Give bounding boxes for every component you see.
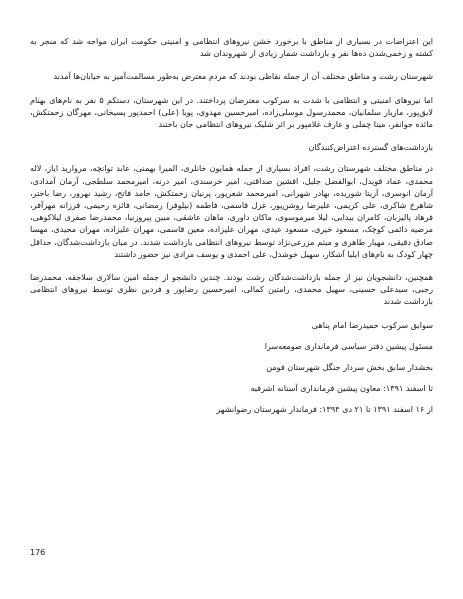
record-item: تا اسفند ۱۳۹۱: معاون پیشین فرمانداری آستانه اشرفیه bbox=[250, 383, 433, 394]
students-paragraph: همچنین، دانشجویان نیز از جمله بازداشت‌شدگان رشت بودند. چندین دانشجو از جمله امین سالاری سلاجقه، محمدرضا رجبی، سیدعلی حسینی، سهیل محمدی، رامتین کمالی، امیرحسین رضاپور و فردین نظری توسط نیروهای انتظامی بازداشت شدند bbox=[30, 272, 433, 307]
page-number: 176 bbox=[30, 548, 46, 557]
record-item: مسئول پیشین دفتر سیاسی فرمانداری صومعه‌سرا bbox=[264, 340, 433, 351]
rasht-paragraph: شهرستان رشت و مناطق مختلف آن از جمله نقاطی بودند که مردم معترض به‌طور مسالمت‌آمیز به خیابان‌ها آمدند bbox=[53, 71, 433, 82]
document-body bbox=[30, 35, 433, 425]
record-item: بخشدار سابق بخش سردار جنگل شهرستان فومن bbox=[266, 362, 433, 373]
section-heading: بازداشت‌های گسترده اعتراض‌کنندگان bbox=[308, 142, 433, 153]
casualties-paragraph: اما نیروهای امنیتی و انتظامی با شدت به سرکوب معترضان پرداختند. در این شهرستان، دستکم ۵ نفر به نام‌های بهنام لایق‌پور، مازیار سلمانیان، محمدرسول موسلی‌زاده، امیرحسین مهدوی، پویا (علی) احمدپور پسیخانی، مهرگان زحمتکش، مائده جوانفر، مینا چملی و عارف غلامپور بر اثر شلیک نیروهای انتظامی جان باختند bbox=[30, 94, 433, 130]
arrests-paragraph: در مناطق مختلف شهرستان رشت، افراد بسیاری از جمله همایون خانلری، الميرا بهمنی، عابد توانچه، مروارید ایاز، لاله محمدی، عماد قویدل، ابوالفضل جلیل، افشین صداقتی، امیر خرسندی، امیر درنه، امیرمحمد سلطجی، آرمان آمدادی، آرمان انوسری، آزیتا شوریده، بهادر شهرانی، امیرمحمد شعرپور، پرنیان زحمتکش، حامد فاتح، رشید نهرور، رضا باختر، شاهرخ شاکری، علی کریمی، علیرضا روشن‌پور، غزل قاسمی، فاطمه (نیلوفر) رمضانی، فائزه رحیمی، فرزانه مهرآفر، فرهاد پالیزبان، کامران بیدایی، لیلا میرموسوی، ماکان داوری، ماهان عاشقی، مبین پیروزنیا، محمدرضا صفری لیلاکوهی، مرضیه دائمی کوچک، مسعود خیری، مسعود عیدی، مهران علیزاده، معین قاسمی، مهران علیزاده، مهران مجیدی، مهسا صادق دقیقی، مهیار طاهری و میثم مزرعی‌نژاد توسط نیروهای انتظامی بازداشت شدند. در میان بازداشت‌شدگان، حداقل چهار کودک به نام‌های ایلیا آشکار، سهیل خوشدل، علی احمدی و یوسف مرادی نیز حضور داشتند bbox=[30, 163, 433, 259]
record-heading: سوابق سرکوب حمیدرضا امام پناهی bbox=[311, 319, 433, 330]
intro-paragraph: این اعتراضات در بسیاری از مناطق با برخورد خشن نیروهای انتظامی و امنیتی حکومت ایران مواجه شد که منجر به کشته و زخمی‌شدن ده‌ها نفر و بازداشت شمار زیادی از شهروندان شد bbox=[30, 36, 433, 59]
record-item: از ۱۶ اسفند ۱۳۹۱ تا ۲۱ دی ۱۳۹۴: فرماندار شهرستان رضوانشهر bbox=[216, 404, 433, 415]
